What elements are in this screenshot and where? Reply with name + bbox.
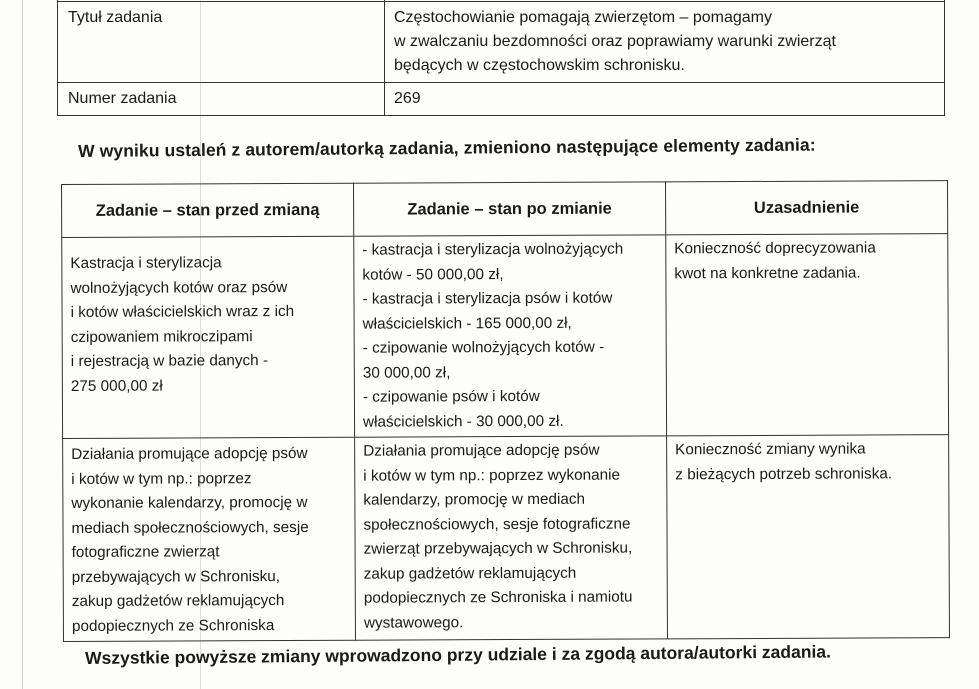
text-line: - kastracja i sterylizacja wolnożyjących [362,240,624,259]
text-line: mediach społecznościowych, sesje [71,518,309,537]
table-row [62,234,949,439]
text-line: 275 000,00 zł [70,377,163,395]
header-before: Zadanie – stan przed zmianą [62,183,354,237]
text-line: zakup gadżetów reklamujących [363,564,577,583]
header-after: Zadanie – stan po zmianie [353,182,665,236]
text-line: kalendarzy, promocję w mediach [363,490,586,509]
value-line: będących w częstochowskim schronisku. [394,57,685,74]
text-line: 30 000,00 zł, [362,363,451,382]
text-line: wolnożyjących kotów oraz psów [70,278,288,297]
cell-reason [666,234,949,436]
text-line: wykonanie kalendarzy, promocję w [71,493,308,512]
text-line: zwierząt przebywających w Schronisku, [363,539,633,558]
text-line: kotów - 50 000,00 zł, [362,265,504,284]
text-line: przebywających w Schronisku, [71,567,281,586]
text-line: i kotów w tym np.: poprzez [71,469,252,488]
scan-edge-line [22,0,23,689]
value-line: w zwalczaniu bezdomności oraz poprawiamy warunki zwierząt [394,33,836,50]
text-line: kwot na konkretne zadania. [674,264,861,282]
cell-reason [667,435,950,639]
text-line: - czipowanie psów i kotów [362,387,540,406]
label-text: Numer zadania [68,90,177,107]
cell-before [63,437,356,641]
task-number-label [58,83,385,116]
table-row-number [58,83,945,116]
text-line: - czipowanie wolnożyjących kotów - [362,338,605,357]
header-reason: Uzasadnienie [665,181,947,235]
value-line: Częstochowianie pomagają zwierzętom – pomagamy [394,9,772,26]
text-line: Konieczność doprecyzowania [674,239,876,258]
text-line: właścicielskich - 30 000,00 zł. [363,412,564,431]
text-line: zakup gadżetów reklamujących [71,592,285,610]
table-row [63,435,950,642]
text-line: Konieczność zmiany wynika [675,440,866,459]
cell-before [62,236,355,438]
changes-table [61,180,950,642]
table-header-row [62,181,948,238]
footer-note: Wszystkie powyższe zmiany wprowadzono przy udziale i za zgodą autora/autorki zadania. [85,641,832,668]
text-line: fotograficzne zwierząt [71,543,220,561]
label-text: Tytuł zadania [68,9,163,26]
section-heading: W wyniku ustaleń z autorem/autorką zadania, zmieniono następujące elementy zadania: [78,134,816,161]
text-line: z bieżących potrzeb schroniska. [675,464,893,483]
text-line: podopiecznych ze Schroniska i namiotu [363,588,633,607]
text-line: czipowaniem mikroczipami [70,327,253,346]
text-line: właścicielskich - 165 000,00 zł, [362,314,572,333]
text-line: i kotów w tym np.: poprzez wykonanie [363,466,621,485]
table-row-title [58,2,945,83]
text-line: Kastracja i sterylizacja [70,254,222,272]
text-line: i kotów właścicielskich wraz z ich [70,302,295,321]
text-line: i rejestracją w bazie danych - [70,352,269,370]
task-number-value [385,83,945,116]
cell-after [354,235,667,437]
value-line: 269 [394,90,421,107]
task-info-table [57,0,945,116]
text-line: Działania promujące adopcję psów [363,441,600,460]
task-title-value [385,2,945,83]
cell-after [355,436,668,640]
text-line: wystawowego. [363,613,464,632]
text-line: społecznościowych, sesje fotograficzne [363,515,631,534]
text-line: Działania promujące adopcję psów [71,444,308,463]
task-title-label [58,2,385,83]
text-line: - kastracja i sterylizacja psów i kotów [362,289,613,308]
text-line: podopiecznych ze Schroniska [71,616,275,635]
